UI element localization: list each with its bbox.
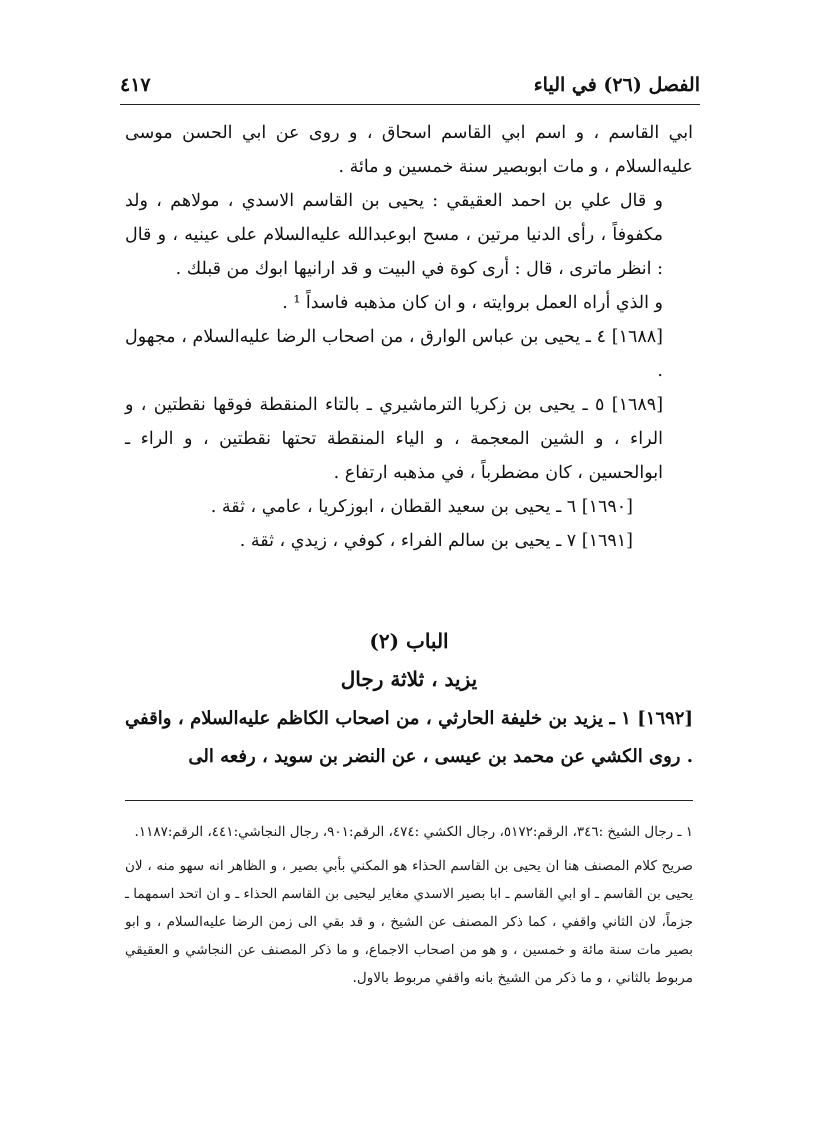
page-number: ٤١٧	[120, 74, 151, 96]
chapter-title: الباب (٢)	[369, 629, 449, 653]
chapter-subtitle: يزيد ، ثلاثة رجال	[340, 667, 478, 691]
footnote-2: صريح كلام المصنف هنا ان يحيى بن القاسم الحذاء هو المكني بأبي بصير ، و الظاهر انه سهو منه ، لان يحيى بن القاسم ـ او ابي القاسم ـ ابا بصير الاسدي مغاير ليحيى بن القاسم الحذاء ـ و ان اتحد اسمهما ـ جزماً، لان الثاني واقفي ، كما ذكر المصنف عن الشيخ ، و قد بقي الى زمن الرضا عليه‌السلام ، و ابو بصير مات سنة مائة و خمسين ، و هو من اصحاب الاجماع، و ما ذكر المصنف عن النجاشي و العقيقي مربوط بالثاني ، و ما ذكر من الشيخ بانه واقفي مربوط بالاول.	[125, 858, 693, 986]
entry-1689: [١٦٨٩] ٥ ـ يحيى بن زكريا الترماشيري ـ بالتاء المنقطة فوقها نقطتين ، و الراء ، و الشين المعجمة ، و الياء المنقطة تحتها نقطتين ، و الراء ـ ابوالحسين ، كان مضطرباً ، في مذهبه ارتفاع .	[125, 395, 664, 483]
paragraph: ابي القاسم ، و اسم ابي القاسم اسحاق ، و روى عن ابي الحسن موسى عليه‌السلام ، و مات ابوبصير سنة خمسين و مائة .	[125, 123, 693, 177]
chapter-text	[125, 700, 693, 776]
entry-1692: [١٦٩٢] ١ ـ يزيد بن خليفة الحارثي ، من اصحاب الكاظم عليه‌السلام ، واقفي . روى الكشي عن محمد بن عيسى ، عن النضر بن سويد ، رفعه الى	[125, 708, 693, 767]
entry-1690: [١٦٩٠] ٦ ـ يحيى بن سعيد القطان ، ابوزكريا ، عامي ، ثقة .	[210, 497, 633, 517]
entry-1691: [١٦٩١] ٧ ـ يحيى بن سالم الفراء ، كوفي ، زيدي ، ثقة .	[239, 531, 633, 551]
footnote-divider	[125, 800, 693, 801]
page-header	[120, 70, 700, 105]
paragraph: و قال علي بن احمد العقيقي : يحيى بن القاسم الاسدي ، مولاهم ، ولد مكفوفاً ، رأى الدنيا مرتين ، مسح ابوعبدالله عليه‌السلام على عينيه ، و قال : انظر ماترى ، قال : أرى كوة في البيت و قد ارانيها ابوك من قبلك .	[125, 191, 663, 279]
entry-1688: [١٦٨٨] ٤ ـ يحيى بن عباس الوارق ، من اصحاب الرضا عليه‌السلام ، مجهول .	[125, 327, 663, 381]
paragraph: و الذي أراه العمل بروايته ، و ان كان مذهبه فاسداً ¹ .	[282, 293, 663, 313]
chapter-heading-block	[125, 622, 693, 698]
main-text	[125, 116, 693, 558]
footnote-1: ١ ـ رجال الشيخ :٣٤٦، الرقم:٥١٧٢، رجال الكشي :٤٧٤، الرقم:٩٠١، رجال النجاشي:٤٤١، الرقم:١١٨٧.	[134, 824, 693, 840]
chapter-heading: الفصل (٢٦) في الياء	[533, 74, 700, 96]
footnotes	[125, 818, 693, 992]
